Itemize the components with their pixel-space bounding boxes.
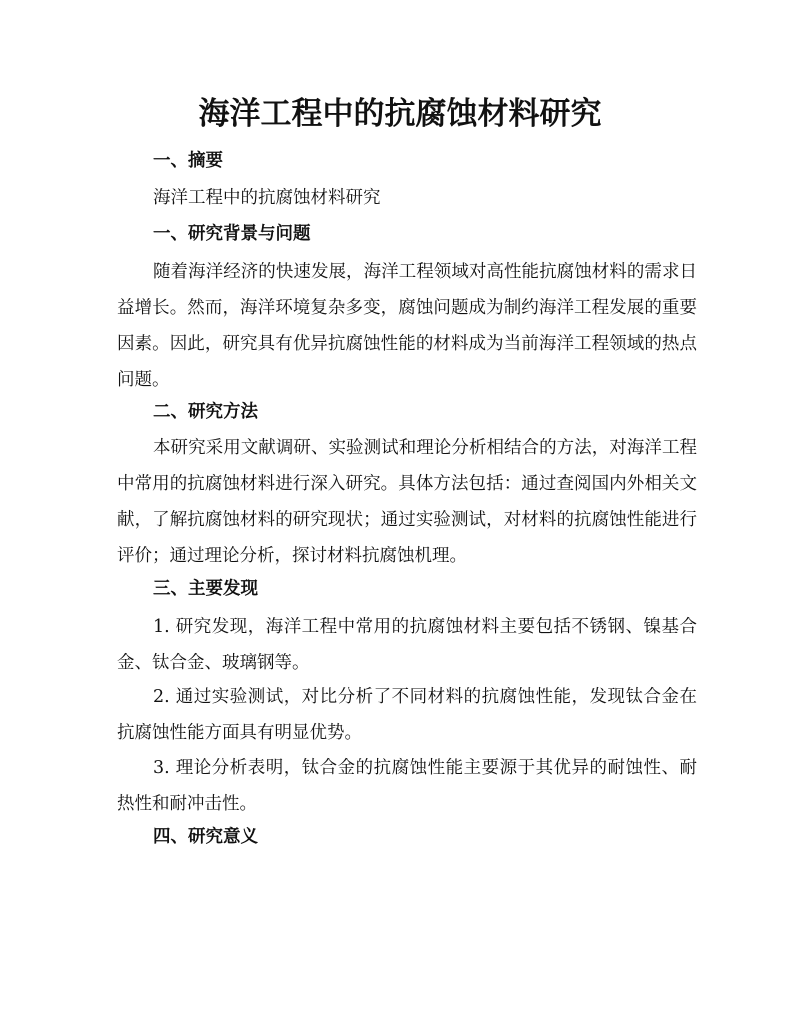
finding-item: 1. 研究发现，海洋工程中常用的抗腐蚀材料主要包括不锈钢、镍基合金、钛合金、玻璃钢等。 bbox=[117, 617, 697, 673]
section-heading-findings: 三、主要发现 bbox=[153, 579, 258, 599]
section-heading-significance: 四、研究意义 bbox=[153, 827, 258, 847]
abstract-text: 海洋工程中的抗腐蚀材料研究 bbox=[153, 188, 381, 208]
methods-paragraph: 本研究采用文献调研、实验测试和理论分析相结合的方法，对海洋工程中常用的抗腐蚀材料进行深入研究。具体方法包括：通过查阅国内外相关文献，了解抗腐蚀材料的研究现状；通过实验测试，对材料的抗腐蚀性能进行评价；通过理论分析，探讨材料抗腐蚀机理。 bbox=[117, 438, 697, 566]
section-heading-abstract: 一、摘要 bbox=[153, 151, 223, 171]
section-heading-methods: 二、研究方法 bbox=[153, 402, 258, 422]
finding-item: 3. 理论分析表明，钛合金的抗腐蚀性能主要源于其优异的耐蚀性、耐热性和耐冲击性。 bbox=[117, 758, 697, 814]
document-title: 海洋工程中的抗腐蚀材料研究 bbox=[198, 96, 602, 132]
finding-item: 2. 通过实验测试，对比分析了不同材料的抗腐蚀性能，发现钛合金在抗腐蚀性能方面具有明显优势。 bbox=[117, 687, 697, 743]
background-paragraph: 随着海洋经济的快速发展，海洋工程领域对高性能抗腐蚀材料的需求日益增长。然而，海洋环境复杂多变，腐蚀问题成为制约海洋工程发展的重要因素。因此，研究具有优异抗腐蚀性能的材料成为当前海洋工程领域的热点问题。 bbox=[117, 262, 697, 390]
section-heading-background: 一、研究背景与问题 bbox=[153, 224, 311, 244]
